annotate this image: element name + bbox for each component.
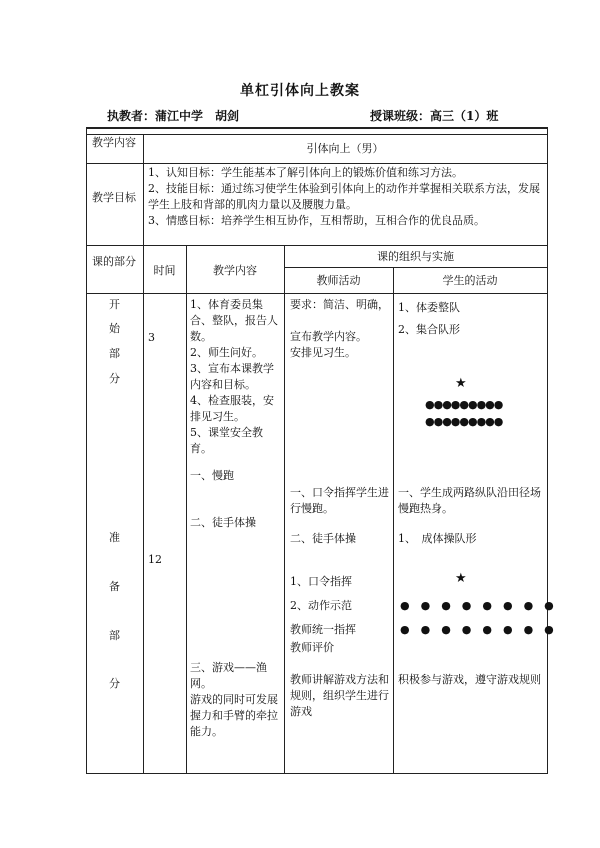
time-opening: 3 [148, 331, 155, 344]
content-item: 3、宣布本课教学内容和目标。 [190, 362, 274, 391]
part-char: 分 [109, 372, 120, 385]
table-line [86, 163, 548, 164]
formation-row: ●●●●●●●●● [425, 415, 503, 428]
page-title: 单杠引体向上教案 [240, 83, 360, 99]
teacher-info: 执教者：蒲江中学 胡剑 [107, 109, 240, 123]
content-item: 1、体育委员集合、整队，报告人数。 [190, 298, 278, 343]
part-char: 准 [109, 531, 120, 544]
formation-row: ● ● ● ● ● ● ● ● [400, 599, 554, 612]
content-item: 4、检查服装，安排见习生。 [190, 394, 274, 423]
content-item: 游戏的同时可发展握力和手臂的牵拉能力。 [190, 693, 278, 738]
content-item: 5、课堂安全教育。 [190, 426, 263, 455]
content-item: 一、慢跑 [190, 469, 234, 482]
header-student-activity: 学生的活动 [442, 274, 498, 287]
header-content: 教学内容 [213, 264, 257, 277]
teacher-item: 二、徒手体操 [290, 532, 356, 545]
goal-affective: 3、情感目标：培养学生相互协作，互相帮助，互相合作的优良品质。 [148, 214, 485, 227]
header-organization: 课的组织与实施 [377, 250, 454, 263]
student-item: 1、体委整队 [398, 301, 460, 314]
table-border-right [547, 127, 548, 773]
goal-skill: 2、技能目标：通过练习使学生体验到引体向上的动作并掌握相关联系方法，发展学生上肢和背部的肌肉力量以及腰腹力量。 [148, 182, 540, 211]
part-char: 部 [109, 347, 120, 360]
part-char: 始 [109, 322, 120, 335]
table-line [86, 245, 548, 246]
goals-label: 教学目标 [92, 191, 136, 204]
teacher-item: 2、动作示范 [290, 599, 352, 612]
table-line [86, 293, 548, 294]
table-line [284, 267, 548, 268]
part-char: 开 [109, 298, 120, 311]
part-char: 分 [109, 677, 120, 690]
teacher-position-star: ★ [455, 376, 467, 391]
teacher-item: 要求：简洁、明确， [290, 298, 389, 311]
content-label: 教学内容 [92, 136, 136, 149]
table-line [86, 134, 548, 135]
goal-cognitive: 1、认知目标：学生能基本了解引体向上的锻炼价值和练习方法。 [148, 166, 463, 179]
table-line [393, 267, 394, 773]
part-char: 部 [109, 629, 120, 642]
content-item: 二、徒手体操 [190, 516, 256, 529]
content-item: 三、游戏——渔网。 [190, 661, 267, 690]
teacher-item: 教师统一指挥 [290, 623, 356, 636]
table-border-top [86, 127, 548, 129]
header-teacher-activity: 教师活动 [316, 274, 361, 287]
student-item: 1、 成体操队形 [398, 532, 477, 545]
lesson-content: 引体向上（男） [306, 142, 384, 155]
formation-row: ●●●●●●●●● [425, 398, 503, 411]
content-item: 2、师生问好。 [190, 346, 263, 359]
header-part: 课的部分 [92, 255, 136, 268]
teacher-item: 教师评价 [290, 641, 334, 654]
student-item: 积极参与游戏，遵守游戏规则 [398, 673, 541, 686]
header-time: 时间 [153, 264, 176, 277]
teacher-position-star: ★ [455, 571, 467, 586]
table-line [186, 245, 187, 773]
teacher-item: 宣布教学内容。 [290, 330, 367, 343]
table-border-bottom [86, 773, 548, 774]
formation-row: ● ● ● ● ● ● ● ● [400, 623, 554, 636]
time-preparation: 12 [148, 553, 162, 566]
class-info: 授课班级：高三（1）班 [370, 109, 499, 123]
table-line [143, 134, 144, 773]
teacher-item: 教师讲解游戏方法和规则，组织学生进行游戏 [290, 673, 389, 718]
table-line [284, 245, 285, 773]
teacher-item: 一、口令指挥学生进行慢跑。 [290, 486, 389, 515]
part-char: 备 [109, 580, 120, 593]
student-item: 一、学生成两路纵队沿田径场慢跑热身。 [398, 486, 541, 515]
student-item: 2、集合队形 [398, 323, 460, 336]
teacher-item: 1、口令指挥 [290, 575, 352, 588]
teacher-item: 安排见习生。 [290, 346, 356, 359]
